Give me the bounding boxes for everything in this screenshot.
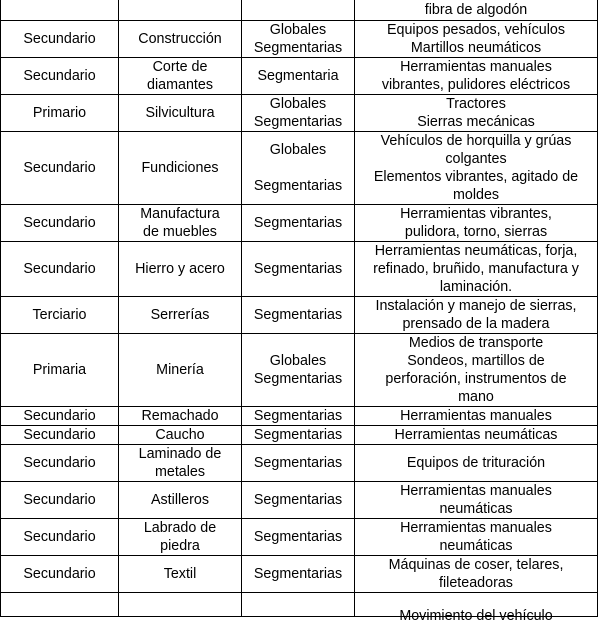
- table-row: [1, 205, 598, 242]
- cell-text-line: diamantes: [147, 77, 213, 93]
- cell-text-line: Segmentarias: [253, 40, 343, 56]
- cell-sources: [355, 95, 598, 132]
- cell-text-line: fibra de algodón: [424, 1, 528, 18]
- cell-text-line: de muebles: [143, 224, 217, 240]
- cell-sector: [1, 334, 119, 407]
- cell-vibration-type: [242, 426, 355, 445]
- cell-text: Secundario: [23, 160, 96, 176]
- cell-sector: [1, 445, 119, 482]
- cell-sources: [355, 297, 598, 334]
- cell-sources: [355, 407, 598, 426]
- cell-text-line: Martillos neumáticos: [410, 40, 542, 56]
- cell-industry: [119, 242, 242, 297]
- cell-text-line: Segmentarias: [253, 529, 343, 545]
- cell-text-line: Segmentarias: [253, 261, 343, 277]
- cell-text-line: Sondeos, martillos de: [407, 353, 545, 369]
- cell-text-line: Máquinas de coser, telares,: [388, 557, 564, 573]
- cell-sector: [1, 519, 119, 556]
- cell-text-line: Globales: [269, 96, 327, 112]
- cell-sources: [355, 132, 598, 205]
- cell-text-line: Caucho: [155, 427, 205, 443]
- cell-text-line: Herramientas neumáticas: [394, 427, 558, 443]
- cell-sources: [355, 556, 598, 593]
- cell-vibration-type: [242, 297, 355, 334]
- cell-text-line: Manufactura: [140, 206, 220, 222]
- cell-sector: [1, 0, 119, 21]
- cell-text-line: Segmentarias: [253, 566, 343, 582]
- cell-text: Secundario: [23, 261, 96, 277]
- cell-vibration-type: [242, 519, 355, 556]
- cell-text-line: Serrerías: [150, 307, 210, 323]
- cell-sources: [355, 482, 598, 519]
- cell-text-line: Segmentarias: [253, 427, 343, 443]
- cell-vibration-type: [242, 407, 355, 426]
- cell-text: Secundario: [23, 529, 96, 545]
- table-row-partial-top: [1, 0, 598, 21]
- table-row: [1, 482, 598, 519]
- cell-text-line: Segmentarias: [253, 371, 343, 387]
- clipped-text-top: [356, 0, 596, 18]
- cell-text-line: Construcción: [138, 31, 222, 47]
- cell-sources: [355, 205, 598, 242]
- cell-text-line: refinado, bruñido, manufactura y: [373, 261, 579, 277]
- cell-sector: [1, 58, 119, 95]
- cell-text: Secundario: [23, 215, 96, 231]
- cell-industry: [119, 58, 242, 95]
- cell-text-line: metales: [154, 464, 206, 480]
- cell-sources: [355, 242, 598, 297]
- cell-vibration-type: [242, 242, 355, 297]
- cell-sector: [1, 205, 119, 242]
- cell-sector: [1, 407, 119, 426]
- cell-industry: [119, 21, 242, 58]
- cell-text-line: Herramientas neumáticas, forja,: [374, 243, 578, 259]
- cell-text: Secundario: [23, 427, 96, 443]
- cell-text-line: neumáticas: [439, 538, 513, 554]
- cell-text-line: fileteadoras: [439, 575, 513, 591]
- cell-text-line: vibrantes, pulidores eléctricos: [381, 77, 571, 93]
- cell-text-line: Segmentarias: [253, 215, 343, 231]
- table-row: [1, 334, 598, 407]
- cell-text-line: mano: [458, 389, 494, 405]
- cell-text: Secundario: [23, 492, 96, 508]
- cell-sector: [1, 21, 119, 58]
- cell-vibration-type: [242, 21, 355, 58]
- cell-text: Secundario: [23, 31, 96, 47]
- cell-sector: [1, 482, 119, 519]
- cell-text-line: Tractores: [446, 96, 506, 112]
- cell-text-line: Segmentarias: [253, 455, 343, 471]
- cell-text-line: Laminado de: [138, 446, 222, 462]
- cell-vibration-type: [242, 132, 355, 205]
- cell-text-line: Herramientas manuales: [400, 483, 552, 499]
- cell-text-line: Astilleros: [151, 492, 209, 508]
- cell-text-line: Globales: [269, 142, 327, 158]
- cell-industry: [119, 407, 242, 426]
- cell-text-line: Minería: [156, 362, 204, 378]
- cell-text-line: Segmentarias: [253, 307, 343, 323]
- cell-text-line: Globales: [269, 353, 327, 369]
- cell-sector: [1, 556, 119, 593]
- cell-text-line: Medios de transporte: [408, 335, 544, 351]
- cell-sources: [355, 58, 598, 95]
- cell-text: Secundario: [23, 566, 96, 582]
- cell-text-line: Globales: [269, 22, 327, 38]
- cell-sources: [355, 593, 598, 624]
- cell-text-line: moldes: [452, 187, 500, 203]
- cell-text-line: Equipos pesados, vehículos: [386, 22, 566, 38]
- table-row-partial-bottom: [1, 593, 598, 617]
- cell-text-line: Textil: [163, 566, 197, 582]
- table-row: [1, 426, 598, 445]
- cell-sector: [1, 242, 119, 297]
- table-row: [1, 58, 598, 95]
- cell-text-line: Elementos vibrantes, agitado de: [373, 169, 579, 185]
- cell-industry: [119, 482, 242, 519]
- cell-vibration-type: [242, 205, 355, 242]
- table-row: [1, 242, 598, 297]
- cell-text: Secundario: [23, 68, 96, 84]
- table-row: [1, 556, 598, 593]
- table-row: [1, 407, 598, 426]
- cell-text-line: Corte de: [152, 59, 208, 75]
- cell-text-line: Herramientas manuales: [400, 59, 552, 75]
- cell-text-line: Hierro y acero: [135, 261, 225, 277]
- cell-sources: [355, 21, 598, 58]
- cell-text: Secundario: [23, 455, 96, 471]
- table-body: [1, 0, 598, 624]
- cell-vibration-type: [242, 334, 355, 407]
- cell-text: Primaria: [32, 362, 87, 378]
- cell-text: Primario: [32, 105, 87, 121]
- cell-vibration-type: [242, 593, 355, 617]
- table-row: [1, 132, 598, 205]
- cell-text-line: Remachado: [141, 408, 219, 424]
- cell-text-line: Segmentarias: [253, 408, 343, 424]
- cell-industry: [119, 445, 242, 482]
- cell-text-line: Segmentarias: [253, 492, 343, 508]
- cell-vibration-type: [242, 58, 355, 95]
- cell-text-line: Vehículos de horquilla y grúas: [380, 133, 572, 149]
- cell-industry: [119, 297, 242, 334]
- cell-industry: [119, 205, 242, 242]
- cell-text-line: Silvicultura: [145, 105, 215, 121]
- cell-industry: [119, 334, 242, 407]
- cell-text-line: Fundiciones: [141, 160, 219, 176]
- cell-sources: [355, 426, 598, 445]
- cell-industry: [119, 556, 242, 593]
- cell-sources: [355, 445, 598, 482]
- cell-text-line: prensado de la madera: [402, 316, 550, 332]
- cell-sector: [1, 593, 119, 617]
- cell-text-line: Segmentarias: [253, 114, 343, 130]
- cell-vibration-type: [242, 0, 355, 21]
- cell-vibration-type: [242, 445, 355, 482]
- cell-text-line: Herramientas vibrantes,: [400, 206, 552, 222]
- cell-text-line: laminación.: [439, 279, 513, 295]
- cell-industry: [119, 0, 242, 21]
- cell-text-line: Labrado de: [143, 520, 217, 536]
- cell-vibration-type: [242, 95, 355, 132]
- cell-text-line: Equipos de trituración: [406, 455, 546, 471]
- cell-text-line: colgantes: [445, 151, 507, 167]
- cell-sector: [1, 297, 119, 334]
- cell-text-line: Segmentarias: [253, 178, 343, 194]
- cell-sector: [1, 132, 119, 205]
- cell-text-line: perforación, instrumentos de: [385, 371, 567, 387]
- cell-industry: [119, 593, 242, 617]
- cell-text-line: neumáticas: [439, 501, 513, 517]
- clipped-text-bottom: [356, 593, 596, 624]
- cell-vibration-type: [242, 556, 355, 593]
- cell-sources: [355, 0, 598, 21]
- cell-text-line: Herramientas manuales: [400, 520, 552, 536]
- cell-text: Terciario: [32, 307, 87, 323]
- table-row: [1, 519, 598, 556]
- cell-industry: [119, 132, 242, 205]
- cell-industry: [119, 426, 242, 445]
- cell-text-line: Herramientas manuales: [400, 408, 552, 424]
- cell-industry: [119, 519, 242, 556]
- cell-industry: [119, 95, 242, 132]
- cell-sources: [355, 334, 598, 407]
- cell-text-line: Segmentaria: [257, 68, 339, 84]
- cell-text-line: Sierras mecánicas: [417, 114, 535, 130]
- cell-text-line: pulidora, torno, sierras: [404, 224, 548, 240]
- table-row: [1, 445, 598, 482]
- cell-text-line: Instalación y manejo de sierras,: [375, 298, 577, 314]
- cell-text-line: Movimiento del vehículo: [399, 608, 553, 624]
- cell-sector: [1, 95, 119, 132]
- cell-text: Secundario: [23, 408, 96, 424]
- cell-text-line: piedra: [160, 538, 200, 554]
- table-row: [1, 21, 598, 58]
- cell-vibration-type: [242, 482, 355, 519]
- cell-sources: [355, 519, 598, 556]
- table-row: [1, 95, 598, 132]
- cell-sector: [1, 426, 119, 445]
- table-row: [1, 297, 598, 334]
